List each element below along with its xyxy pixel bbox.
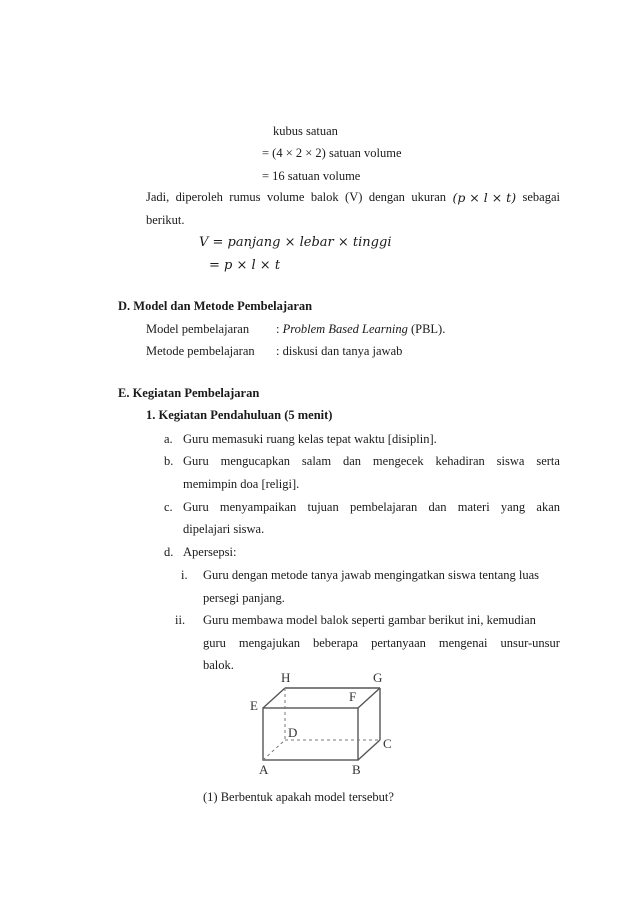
vertex-label-e: E	[250, 698, 258, 713]
subitem-ii-line-2-word: pertanyaan	[371, 636, 426, 650]
item-a-text: Guru memasuki ruang kelas tepat waktu [disiplin].	[183, 432, 437, 446]
vertex-label-b: B	[352, 762, 361, 777]
item-c-line-1-word: tujuan	[307, 500, 339, 514]
cuboid-figure	[245, 668, 405, 778]
item-b-line-1-word: salam	[301, 454, 332, 468]
method-value: : diskusi dan tanya jawab	[276, 344, 403, 358]
formula-line-2: = p × l × t	[209, 258, 281, 273]
vertex-label-a: A	[259, 762, 269, 777]
edge-eh	[263, 688, 285, 708]
calc-line-2: = (4 × 2 × 2) satuan volume	[262, 146, 402, 160]
item-b-marker: b.	[164, 454, 174, 468]
conclusion-line-1-word: Jadi,	[146, 190, 170, 204]
item-c-line-1-word: Guru	[183, 500, 209, 514]
model-label: Model pembelajaran	[146, 322, 250, 336]
subsection-1-heading: 1. Kegiatan Pendahuluan (5 menit)	[146, 408, 333, 422]
item-b-line-1-word: mengucapkan	[220, 454, 291, 468]
conclusion-line-1-word: dengan	[368, 190, 405, 204]
item-c-line-1-word: pembelajaran	[349, 500, 418, 514]
edge-fg	[358, 688, 380, 708]
edge-bc	[358, 740, 380, 760]
vertex-label-h: H	[281, 670, 291, 685]
subitem-ii-line-2-word: mengajukan	[238, 636, 300, 650]
conclusion-line-1-word: volume	[266, 190, 305, 204]
cuboid-front-face	[263, 708, 358, 760]
item-b-line-1	[183, 454, 560, 469]
section-e-heading: E. Kegiatan Pembelajaran	[118, 386, 260, 400]
item-c-line-1-word: materi	[457, 500, 490, 514]
item-b-line-1-word: dan	[342, 454, 362, 468]
vertex-label-g: G	[373, 670, 383, 685]
item-d-marker: d.	[164, 545, 174, 559]
vertex-label-d: D	[288, 725, 298, 740]
item-c-line-2: dipelajari siswa.	[183, 522, 265, 536]
conclusion-line-1-word: (p × l × t)	[452, 190, 517, 205]
formula-line-1: V = panjang × lebar × tinggi	[199, 235, 392, 250]
model-value: : Problem Based Learning (PBL).	[276, 322, 446, 336]
item-b-line-1-word: serta	[536, 454, 560, 468]
item-c-line-1-word: menyampaikan	[219, 500, 297, 514]
subitem-ii-line-2-word: unsur-unsur	[500, 636, 560, 650]
question-1: (1) Berbentuk apakah model tersebut?	[203, 790, 394, 804]
item-c-line-1-word: akan	[536, 500, 560, 514]
conclusion-line-1-word: (V)	[345, 190, 363, 204]
item-c-marker: c.	[164, 500, 173, 514]
item-c-line-1-word: dan	[428, 500, 447, 514]
subitem-ii-marker: ii.	[175, 613, 186, 627]
item-c-line-1-word: yang	[500, 500, 526, 514]
subitem-ii-line-2-word: guru	[203, 636, 226, 650]
item-a-marker: a.	[164, 432, 173, 446]
hidden-edge-ad	[263, 740, 285, 760]
conclusion-line-1-word: balok	[310, 190, 339, 204]
item-c-line-1	[183, 500, 560, 515]
calc-line-1: kubus satuan	[273, 124, 338, 138]
subitem-ii-line-2-word: beberapa	[312, 636, 359, 650]
conclusion-line-1-word: sebagai	[522, 190, 560, 204]
vertex-label-f: F	[349, 689, 357, 704]
section-d-heading: D. Model dan Metode Pembelajaran	[118, 299, 313, 313]
conclusion-line-1	[146, 190, 560, 205]
item-d-text: Apersepsi:	[183, 545, 237, 559]
conclusion-line-1-word: rumus	[229, 190, 261, 204]
subitem-ii-line-3: balok.	[203, 658, 234, 672]
subitem-i-line-2: persegi panjang.	[203, 591, 285, 605]
item-b-line-1-word: Guru	[183, 454, 209, 468]
subitem-i-marker: i.	[181, 568, 188, 582]
item-b-line-2: memimpin doa [religi].	[183, 477, 300, 491]
conclusion-line-2: berikut.	[146, 213, 185, 227]
calc-line-3: = 16 satuan volume	[262, 169, 361, 183]
conclusion-line-1-word: diperoleh	[175, 190, 223, 204]
subitem-ii-line-2-word: mengenai	[438, 636, 488, 650]
subitem-i-line-1: Guru dengan metode tanya jawab mengingatkan siswa tentang luas	[203, 568, 540, 582]
subitem-ii-line-2	[203, 636, 560, 651]
subitem-ii-line-1: Guru membawa model balok seperti gambar berikut ini, kemudian	[203, 613, 536, 627]
item-b-line-1-word: kehadiran	[435, 454, 485, 468]
conclusion-line-1-word: ukuran	[411, 190, 447, 204]
item-b-line-1-word: mengecek	[372, 454, 424, 468]
method-label: Metode pembelajaran	[146, 344, 255, 358]
item-b-line-1-word: siswa	[496, 454, 525, 468]
vertex-label-c: C	[383, 736, 392, 751]
